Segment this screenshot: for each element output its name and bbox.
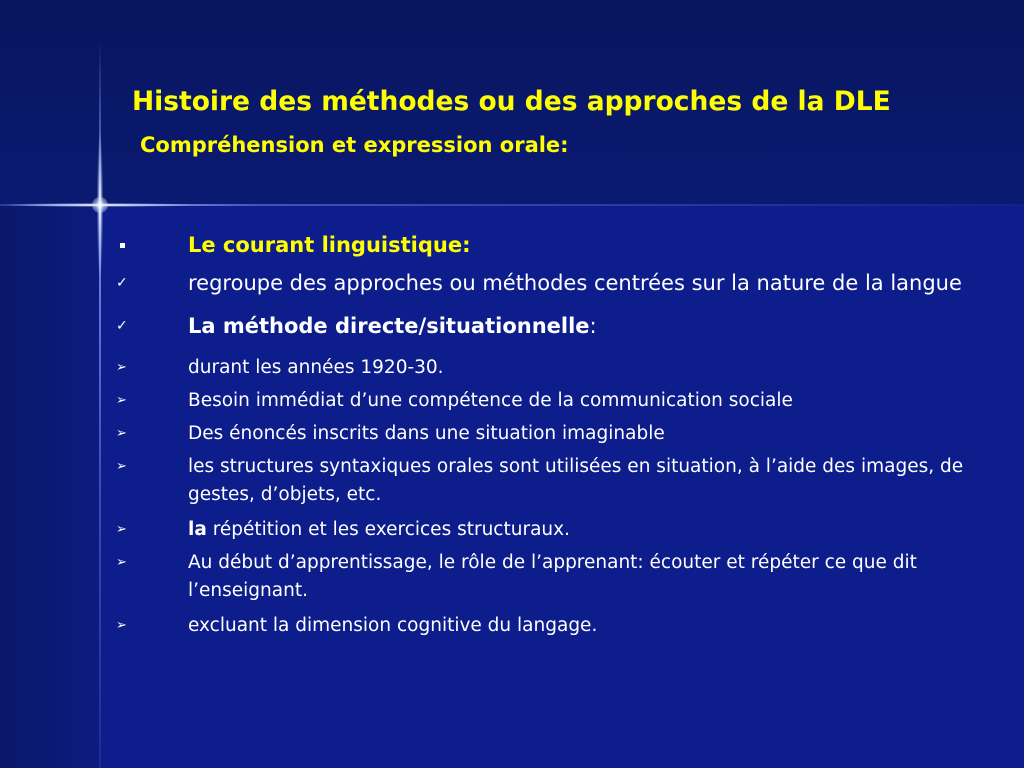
- arrow-bullet-icon: ➢: [116, 360, 127, 375]
- list-item-text: [188, 516, 1000, 544]
- list-item-text: Besoin immédiat d’une compétence de la communication sociale: [188, 390, 793, 411]
- list-item: [112, 420, 1000, 448]
- slide-left-band: [0, 205, 100, 768]
- list-item: [112, 549, 1000, 605]
- list-item-text: [188, 311, 1000, 342]
- slide-subtitle: Compréhension et expression orale:: [140, 133, 569, 157]
- list-item: [112, 354, 1000, 382]
- list-item-bold-text: la: [188, 519, 207, 540]
- arrow-bullet-icon: ➢: [116, 459, 127, 474]
- arrow-bullet-icon: ➢: [116, 618, 127, 633]
- arrow-bullet-icon: ➢: [116, 555, 127, 570]
- list-item: [112, 516, 1000, 544]
- arrow-bullet-icon: ➢: [116, 426, 127, 441]
- list-item-text: durant les années 1920-30.: [188, 357, 444, 378]
- arrow-bullet-icon: ➢: [116, 522, 127, 537]
- list-item: [112, 453, 1000, 509]
- checkmark-icon: ✓: [116, 318, 128, 334]
- list-item: [112, 268, 1000, 299]
- list-item: [112, 387, 1000, 415]
- list-item-text: Au début d’apprentissage, le rôle de l’apprenant: écouter et répéter ce que dit l’enseignant.: [188, 552, 917, 601]
- list-item: [112, 612, 1000, 640]
- list-item: [112, 311, 1000, 342]
- list-item-suffix-text: répétition et les exercices structuraux.: [206, 519, 570, 540]
- list-item-text: Des énoncés inscrits dans une situation imaginable: [188, 423, 665, 444]
- list-item-text: excluant la dimension cognitive du langage.: [188, 615, 598, 636]
- list-item-text: regroupe des approches ou méthodes centrées sur la nature de la langue: [188, 271, 962, 295]
- list-item-bold-text: La méthode directe/situationnelle: [188, 314, 590, 338]
- bullet-list: [112, 230, 1000, 640]
- sparkle-icon: [92, 197, 108, 213]
- arrow-bullet-icon: ➢: [116, 393, 127, 408]
- list-item: [112, 230, 1000, 261]
- list-item-text: les structures syntaxiques orales sont utilisées en situation, à l’aide des images, de gestes, d’objets, etc.: [188, 456, 964, 505]
- list-item-text: Le courant linguistique:: [188, 233, 471, 257]
- slide-title: Histoire des méthodes ou des approches de la DLE: [132, 86, 891, 117]
- checkmark-icon: ✓: [116, 275, 128, 291]
- square-bullet-icon: [112, 230, 188, 261]
- list-item-suffix-text: :: [589, 314, 597, 338]
